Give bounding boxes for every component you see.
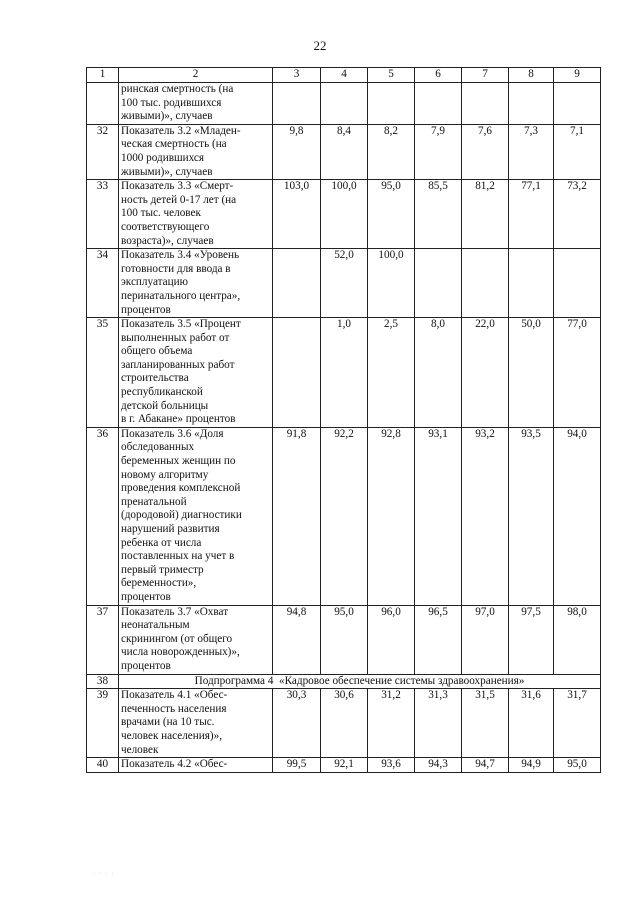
indicator-name-line: Показатель 4.1 «Обес-	[121, 689, 228, 702]
row-number: 37	[87, 605, 119, 674]
indicator-name-line: запланированных работ	[121, 358, 235, 371]
value-cell: 81,2	[462, 180, 509, 249]
value-cell: 8,2	[368, 124, 415, 179]
value-cell: 96,0	[368, 605, 415, 674]
indicator-name-line: пренатальной	[121, 495, 187, 508]
indicator-name-line: перинатального центра»,	[121, 289, 241, 302]
value-cell: 8,0	[415, 318, 462, 428]
indicator-name-line: человек	[121, 743, 159, 756]
value-cell	[273, 318, 321, 428]
indicator-name-line: общего объема	[121, 345, 193, 358]
subprogram-title: Подпрограмма 4 «Кадровое обеспечение системы здравоохранения»	[119, 674, 601, 689]
row-number: 32	[87, 124, 119, 179]
value-cell	[462, 249, 509, 318]
row-number: 39	[87, 689, 119, 758]
value-cell: 91,8	[273, 427, 321, 605]
header-cell: 6	[415, 68, 462, 83]
indicator-name	[119, 249, 273, 318]
header-row	[87, 68, 601, 83]
indicator-name-line: возраста)», случаев	[121, 234, 214, 247]
value-cell: 95,0	[368, 180, 415, 249]
value-cell: 7,6	[462, 124, 509, 179]
indicator-name-line: Показатель 3.6 «Доля	[121, 427, 224, 440]
header-cell: 1	[87, 68, 119, 83]
value-cell: 94,9	[509, 758, 554, 773]
value-cell	[509, 83, 554, 125]
header-cell: 9	[554, 68, 601, 83]
value-cell	[368, 83, 415, 125]
value-cell: 97,0	[462, 605, 509, 674]
indicator-name-line: Показатель 3.3 «Смерт-	[121, 180, 234, 193]
value-cell: 2,5	[368, 318, 415, 428]
indicator-name	[119, 605, 273, 674]
table-row	[87, 758, 601, 773]
value-cell: 97,5	[509, 605, 554, 674]
table-row	[87, 689, 601, 758]
value-cell: 103,0	[273, 180, 321, 249]
indicator-name	[119, 758, 273, 773]
value-cell	[321, 83, 368, 125]
value-cell: 77,1	[509, 180, 554, 249]
scan-mark: · · · ·	[93, 870, 115, 878]
indicator-name	[119, 689, 273, 758]
indicator-name-line: 1000 родившихся	[121, 151, 204, 164]
value-cell: 94,7	[462, 758, 509, 773]
indicator-name-line: 100 тыс. человек	[121, 207, 201, 220]
indicator-name-line: печенность населения	[121, 702, 227, 715]
value-cell: 94,3	[415, 758, 462, 773]
header-cell: 3	[273, 68, 321, 83]
indicator-name-line: нарушений развития	[121, 523, 220, 535]
table-row	[87, 605, 601, 674]
indicator-name	[119, 427, 273, 605]
indicator-name-line: ребенка от числа	[121, 536, 202, 549]
header-cell: 8	[509, 68, 554, 83]
value-cell: 52,0	[321, 249, 368, 318]
row-number: 36	[87, 427, 119, 605]
subprogram-row	[87, 674, 601, 689]
value-cell: 7,3	[509, 124, 554, 179]
indicator-name-line: Показатель 3.2 «Младен-	[121, 124, 241, 137]
value-cell	[509, 249, 554, 318]
indicator-name-line: ческая смертность (на	[121, 138, 227, 151]
header-cell: 7	[462, 68, 509, 83]
indicator-name-line: строительства	[121, 372, 189, 385]
indicator-name-line: процентов	[121, 303, 171, 316]
value-cell	[554, 249, 601, 318]
page-number: 22	[313, 38, 327, 53]
value-cell	[554, 83, 601, 125]
table-row	[87, 180, 601, 249]
value-cell: 7,1	[554, 124, 601, 179]
indicator-name-line: проведения комплексной	[121, 482, 241, 495]
indicator-name-line: числа новорожденных)»,	[121, 646, 240, 659]
value-cell: 7,9	[415, 124, 462, 179]
value-cell: 93,5	[509, 427, 554, 605]
row-number: 35	[87, 318, 119, 428]
value-cell: 8,4	[321, 124, 368, 179]
indicator-name-line: эксплуатацию	[121, 276, 188, 289]
value-cell: 9,8	[273, 124, 321, 179]
value-cell: 77,0	[554, 318, 601, 428]
indicator-name-line: процентов	[121, 590, 171, 603]
table-row	[87, 124, 601, 179]
value-cell: 94,0	[554, 427, 601, 605]
indicator-name-line: врачами (на 10 тыс.	[121, 716, 215, 729]
value-cell: 31,2	[368, 689, 415, 758]
header-cell: 5	[368, 68, 415, 83]
value-cell: 96,5	[415, 605, 462, 674]
row-number: 34	[87, 249, 119, 318]
value-cell: 31,5	[462, 689, 509, 758]
indicator-name-line: Показатель 3.5 «Процент	[121, 318, 241, 331]
indicator-name-line: выполненных работ от	[121, 331, 230, 344]
value-cell: 93,2	[462, 427, 509, 605]
value-cell: 50,0	[509, 318, 554, 428]
indicator-name-line: ринская смертность (на	[121, 83, 234, 95]
value-cell: 30,3	[273, 689, 321, 758]
indicator-name-line: скринингом (от общего	[121, 632, 233, 645]
value-cell: 99,5	[273, 758, 321, 773]
header-cell: 4	[321, 68, 368, 83]
table-row	[87, 83, 601, 125]
value-cell	[462, 83, 509, 125]
table-row	[87, 318, 601, 428]
indicator-name-line: беременных женщин по	[121, 455, 236, 468]
indicator-name-line: поставленных на учет в	[121, 550, 235, 563]
value-cell: 31,3	[415, 689, 462, 758]
indicator-name	[119, 83, 273, 125]
value-cell	[415, 249, 462, 318]
value-cell: 92,8	[368, 427, 415, 605]
value-cell: 93,6	[368, 758, 415, 773]
indicator-name-line: ность детей 0-17 лет (на	[121, 193, 237, 206]
indicator-name-line: 100 тыс. родившихся	[121, 96, 222, 109]
indicator-name-line: (дородовой) диагностики	[121, 509, 242, 522]
indicator-name-line: республиканской	[121, 386, 203, 399]
indicator-name-line: новому алгоритму	[121, 468, 209, 481]
indicator-name-line: живыми)», случаев	[121, 110, 213, 123]
row-number: 33	[87, 180, 119, 249]
table-body	[87, 68, 601, 773]
indicator-name-line: Показатель 3.4 «Уровень	[121, 249, 240, 262]
indicator-name-line: обследованных	[121, 441, 195, 454]
value-cell: 94,8	[273, 605, 321, 674]
row-number: 38	[87, 674, 119, 689]
indicator-name-line: детской больницы	[121, 399, 209, 412]
indicator-name-line: процентов	[121, 659, 171, 672]
value-cell: 31,6	[509, 689, 554, 758]
indicator-name-line: готовности для ввода в	[121, 262, 231, 275]
row-number: 40	[87, 758, 119, 773]
indicator-name-line: неонатальным	[121, 619, 190, 632]
value-cell: 95,0	[554, 758, 601, 773]
indicator-name	[119, 124, 273, 179]
value-cell: 93,1	[415, 427, 462, 605]
value-cell: 1,0	[321, 318, 368, 428]
value-cell: 95,0	[321, 605, 368, 674]
value-cell: 31,7	[554, 689, 601, 758]
indicator-name-line: беременности»,	[121, 577, 197, 590]
value-cell	[273, 249, 321, 318]
indicator-name-line: человек населения)»,	[121, 729, 222, 742]
indicator-name-line: первый триместр	[121, 563, 204, 576]
indicator-name	[119, 318, 273, 428]
indicator-name	[119, 180, 273, 249]
value-cell: 73,2	[554, 180, 601, 249]
row-number	[87, 83, 119, 125]
table-row	[87, 427, 601, 605]
value-cell: 100,0	[321, 180, 368, 249]
indicator-name-line: в г. Абакане» процентов	[121, 413, 236, 426]
value-cell: 30,6	[321, 689, 368, 758]
value-cell: 85,5	[415, 180, 462, 249]
table-row	[87, 249, 601, 318]
indicator-name-line: живыми)», случаев	[121, 165, 213, 178]
value-cell: 98,0	[554, 605, 601, 674]
indicator-name-line: Показатель 4.2 «Обес-	[121, 758, 228, 771]
value-cell: 100,0	[368, 249, 415, 318]
value-cell	[415, 83, 462, 125]
indicator-name-line: Показатель 3.7 «Охват	[121, 605, 229, 618]
indicator-name-line: соответствующего	[121, 220, 210, 233]
value-cell: 22,0	[462, 318, 509, 428]
value-cell: 92,1	[321, 758, 368, 773]
header-cell: 2	[119, 68, 273, 83]
indicators-table	[86, 67, 601, 773]
value-cell	[273, 83, 321, 125]
value-cell: 92,2	[321, 427, 368, 605]
